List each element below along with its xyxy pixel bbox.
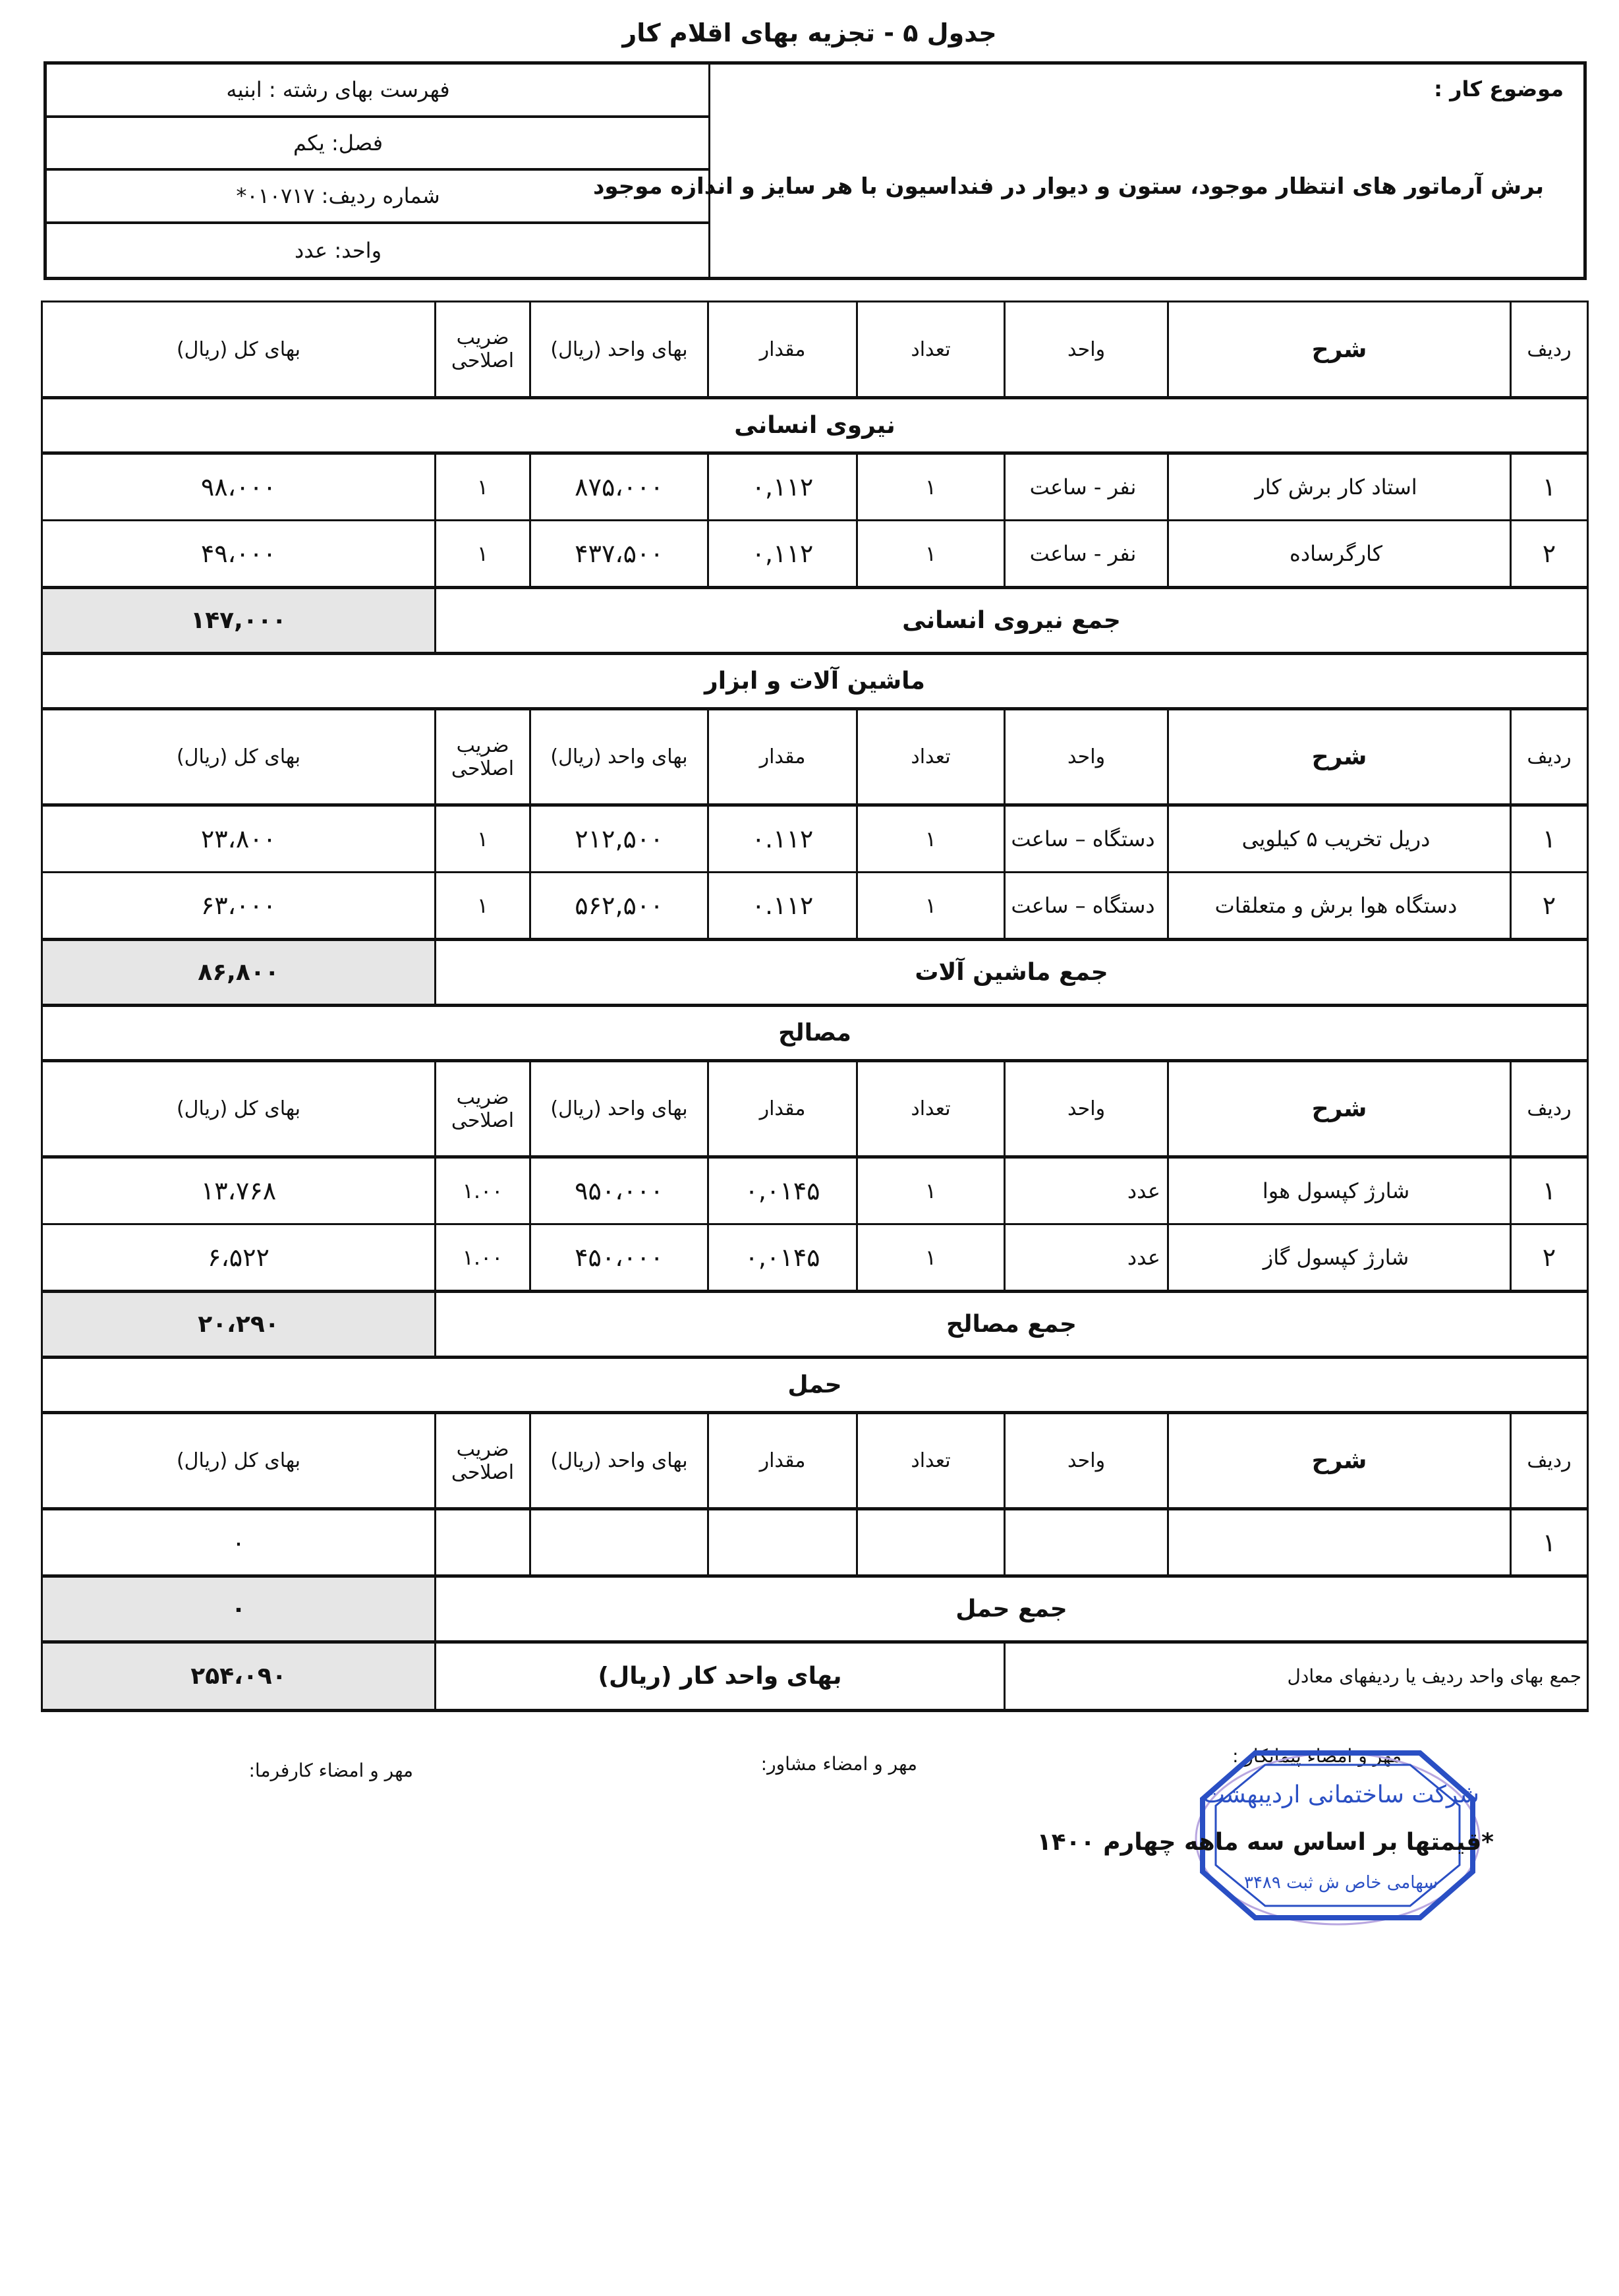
table-cell: ۲۱۲,۵۰۰ xyxy=(530,805,708,873)
svg-text:شرکت ساختمانی اردیبهشت: شرکت ساختمانی اردیبهشت xyxy=(1203,1781,1479,1808)
table-cell: ۰,۱۱۲ xyxy=(708,521,857,588)
column-header: ضریب اصلاحی xyxy=(436,302,530,398)
column-header: شرح xyxy=(1168,1413,1511,1509)
table-cell: ۱ xyxy=(857,873,1005,940)
consultant-signature: مهر و امضاء مشاور: xyxy=(760,1753,917,1775)
table-cell xyxy=(708,1509,857,1576)
column-header-row xyxy=(42,302,1588,398)
column-header: واحد xyxy=(1005,709,1168,805)
subject-label: موضوع کار : xyxy=(1434,76,1564,101)
table-cell: ۲ xyxy=(1511,521,1588,588)
column-header: تعداد xyxy=(857,709,1005,805)
table-cell: ۸۷۵،۰۰۰ xyxy=(530,453,708,521)
header-info xyxy=(47,65,710,277)
table-cell: ۱ xyxy=(1511,805,1588,873)
column-header: ردیف xyxy=(1511,302,1588,398)
work-subject: برش آرماتور های انتظار موجود، ستون و دیوار در فنداسیون با هر سایز و اندازه موجود xyxy=(592,173,1544,200)
chapter: فصل: یکم xyxy=(47,118,708,171)
table-cell: ۹۸،۰۰۰ xyxy=(42,453,436,521)
section-sum-label: جمع مصالح xyxy=(436,1292,1588,1358)
table-cell: ۱ xyxy=(1511,453,1588,521)
table-row xyxy=(42,873,1588,940)
table-cell: شارژ کپسول هوا xyxy=(1168,1157,1511,1224)
table-row xyxy=(42,805,1588,873)
section-sum-value: ۲۰،۲۹۰ xyxy=(42,1292,436,1358)
table-row xyxy=(42,521,1588,588)
table-cell: ۱ xyxy=(857,453,1005,521)
table-cell: ۱ xyxy=(857,521,1005,588)
column-header: بهای کل (ریال) xyxy=(42,302,436,398)
table-cell: ۴۳۷،۵۰۰ xyxy=(530,521,708,588)
table-cell: ۰.۱۱۲ xyxy=(708,873,857,940)
table-cell xyxy=(530,1509,708,1576)
table-cell: ۱ xyxy=(436,521,530,588)
unit: واحد: عدد xyxy=(295,237,382,263)
cost-analysis-table xyxy=(41,301,1589,1712)
table-row xyxy=(42,1157,1588,1224)
table-cell: ۱ xyxy=(857,1224,1005,1292)
section-sum-row xyxy=(42,588,1588,654)
section-sum-row xyxy=(42,940,1588,1006)
column-header: بهای کل (ریال) xyxy=(42,1061,436,1157)
column-header: ردیف xyxy=(1511,1413,1588,1509)
column-header: بهای واحد (ریال) xyxy=(530,302,708,398)
contractor-signature: مهر و امضاء پیمانکار : xyxy=(1232,1745,1402,1767)
column-header: بهای واحد (ریال) xyxy=(530,1413,708,1509)
table-cell: دستگاه – ساعت xyxy=(1005,805,1168,873)
table-cell xyxy=(436,1509,530,1576)
column-header: مقدار xyxy=(708,1413,857,1509)
table-cell: ۱.۰۰ xyxy=(436,1224,530,1292)
table-cell: ۲ xyxy=(1511,1224,1588,1292)
table-cell xyxy=(1168,1509,1511,1576)
column-header: واحد xyxy=(1005,1061,1168,1157)
table-cell xyxy=(1005,1509,1168,1576)
column-header: مقدار xyxy=(708,1061,857,1157)
total-value: ۲۵۴،۰۹۰ xyxy=(42,1642,436,1711)
section-sum-label: جمع ماشین آلات xyxy=(436,940,1588,1006)
total-note: جمع بهای واحد ردیف یا ردیفهای معادل xyxy=(1005,1642,1588,1711)
price-list: فهرست بهای رشته : ابنیه xyxy=(47,65,708,118)
table-cell: ۴۵۰،۰۰۰ xyxy=(530,1224,708,1292)
table-cell: ۱ xyxy=(436,873,530,940)
table-cell: ۲۳،۸۰۰ xyxy=(42,805,436,873)
table-cell: ۱ xyxy=(436,805,530,873)
section-sum-value: ۸۶,۸۰۰ xyxy=(42,940,436,1006)
table-row xyxy=(42,1224,1588,1292)
column-header: شرح xyxy=(1168,302,1511,398)
table-cell: ۱ xyxy=(857,1157,1005,1224)
table-cell: ۰,۰۱۴۵ xyxy=(708,1157,857,1224)
table-cell: ۱ xyxy=(436,453,530,521)
section-title: حمل xyxy=(42,1358,1588,1413)
price-basis-footnote: *قیمتها بر اساس سه ماهه چهارم ۱۴۰۰ xyxy=(1037,1829,1494,1856)
table-cell: نفر - ساعت xyxy=(1005,453,1168,521)
document-title: جدول ۵ - تجزیه بهای اقلام کار xyxy=(622,18,997,47)
table-cell: ۰ xyxy=(42,1509,436,1576)
section-sum-label: جمع حمل xyxy=(436,1576,1588,1642)
column-header: تعداد xyxy=(857,1061,1005,1157)
table-cell: ۶،۵۲۲ xyxy=(42,1224,436,1292)
table-cell: ۱ xyxy=(1511,1157,1588,1224)
column-header: شرح xyxy=(1168,709,1511,805)
column-header: واحد xyxy=(1005,1413,1168,1509)
column-header-row xyxy=(42,709,1588,805)
table-cell: نفر - ساعت xyxy=(1005,521,1168,588)
table-cell: ۱ xyxy=(1511,1509,1588,1576)
column-header: بهای کل (ریال) xyxy=(42,1413,436,1509)
section-title: مصالح xyxy=(42,1006,1588,1061)
column-header: بهای واحد (ریال) xyxy=(530,1061,708,1157)
table-cell xyxy=(857,1509,1005,1576)
section-sum-value: ۰ xyxy=(42,1576,436,1642)
column-header: شرح xyxy=(1168,1061,1511,1157)
column-header: ضریب اصلاحی xyxy=(436,1061,530,1157)
table-cell: عدد xyxy=(1005,1224,1168,1292)
total-label: بهای واحد کار (ریال) xyxy=(436,1642,1005,1711)
section-title-row xyxy=(42,1358,1588,1413)
header-box xyxy=(43,61,1587,280)
table-cell: ۵۶۲,۵۰۰ xyxy=(530,873,708,940)
table-cell: دستگاه هوا برش و متعلقات xyxy=(1168,873,1511,940)
column-header: مقدار xyxy=(708,302,857,398)
table-cell: عدد xyxy=(1005,1157,1168,1224)
column-header: ردیف xyxy=(1511,709,1588,805)
column-header: تعداد xyxy=(857,302,1005,398)
section-title-row xyxy=(42,1006,1588,1061)
table-cell: ۹۵۰،۰۰۰ xyxy=(530,1157,708,1224)
section-sum-row xyxy=(42,1576,1588,1642)
table-cell: ۱ xyxy=(857,805,1005,873)
table-row xyxy=(42,453,1588,521)
svg-text:سهامی خاص ش ثبت ۳۴۸۹: سهامی خاص ش ثبت ۳۴۸۹ xyxy=(1244,1873,1438,1893)
table-cell: شارژ کپسول گاز xyxy=(1168,1224,1511,1292)
section-sum-row xyxy=(42,1292,1588,1358)
table-cell: ۱.۰۰ xyxy=(436,1157,530,1224)
column-header: ضریب اصلاحی xyxy=(436,709,530,805)
total-row xyxy=(42,1642,1588,1711)
table-cell: دریل تخریب ۵ کیلویی xyxy=(1168,805,1511,873)
section-sum-label: جمع نیروی انسانی xyxy=(436,588,1588,654)
table-cell: ۶۳،۰۰۰ xyxy=(42,873,436,940)
table-cell: ۱۳،۷۶۸ xyxy=(42,1157,436,1224)
table-cell: کارگرساده xyxy=(1168,521,1511,588)
column-header: بهای واحد (ریال) xyxy=(530,709,708,805)
column-header: ضریب اصلاحی xyxy=(436,1413,530,1509)
section-title-row xyxy=(42,654,1588,709)
employer-signature: مهر و امضاء کارفرما: xyxy=(248,1760,413,1781)
table-cell: ۰,۱۱۲ xyxy=(708,453,857,521)
table-cell: دستگاه – ساعت xyxy=(1005,873,1168,940)
column-header: واحد xyxy=(1005,302,1168,398)
table-cell: ۰,۰۱۴۵ xyxy=(708,1224,857,1292)
column-header-row xyxy=(42,1061,1588,1157)
column-header: تعداد xyxy=(857,1413,1005,1509)
section-title: نیروی انسانی xyxy=(42,398,1588,453)
row-number: شماره ردیف: ۰۱۰۷۱۷* xyxy=(47,171,708,224)
table-cell: ۲ xyxy=(1511,873,1588,940)
column-header: مقدار xyxy=(708,709,857,805)
table-row xyxy=(42,1509,1588,1576)
column-header: بهای کل (ریال) xyxy=(42,709,436,805)
column-header: ردیف xyxy=(1511,1061,1588,1157)
table-cell: ۴۹،۰۰۰ xyxy=(42,521,436,588)
table-cell: ۰.۱۱۲ xyxy=(708,805,857,873)
section-title: ماشین آلات و ابزار xyxy=(42,654,1588,709)
column-header-row xyxy=(42,1413,1588,1509)
table-cell: استاد کار برش کار xyxy=(1168,453,1511,521)
section-sum-value: ۱۴۷,۰۰۰ xyxy=(42,588,436,654)
section-title-row xyxy=(42,398,1588,453)
